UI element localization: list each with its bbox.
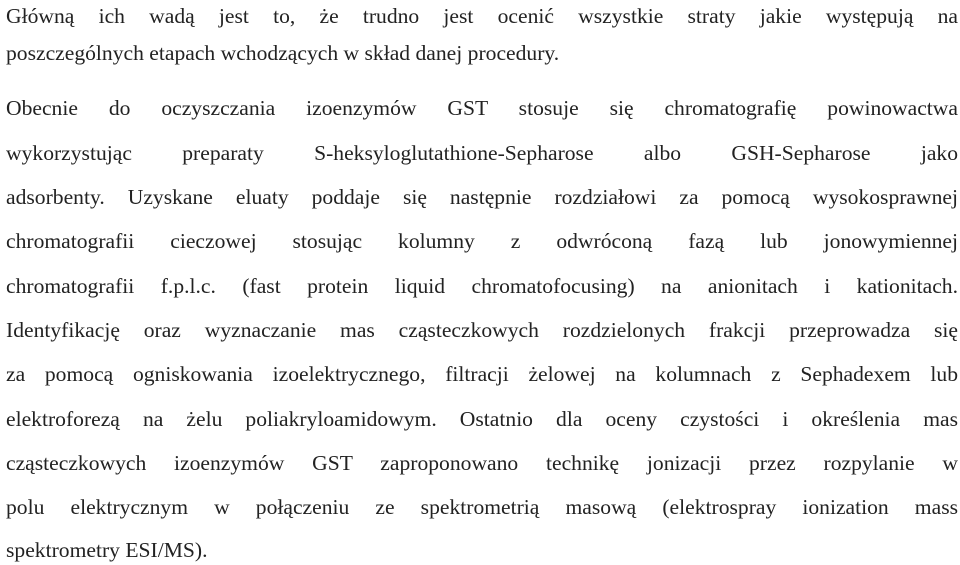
text-line: Identyfikację oraz wyznaczanie mas cząsteczkowych rozdzielonych frakcji przeprowadza się — [6, 318, 958, 342]
text-line: wykorzystując preparaty S-heksyloglutathione-Sepharose albo GSH-Sepharose jako — [6, 141, 958, 165]
text-line: Obecnie do oczyszczania izoenzymów GST stosuje się chromatografię powinowactwa — [6, 96, 958, 120]
text-line: Główną ich wadą jest to, że trudno jest ocenić wszystkie straty jakie występują na — [6, 4, 958, 28]
text-line: adsorbenty. Uzyskane eluaty poddaje się następnie rozdziałowi za pomocą wysokosprawnej — [6, 185, 958, 209]
text-line: spektrometry ESI/MS). — [6, 538, 208, 562]
text-line: polu elektrycznym w połączeniu ze spektrometrią masową (elektrospray ionization mass — [6, 495, 958, 519]
text-line: elektroforezą na żelu poliakryloamidowym. Ostatnio dla oceny czystości i określenia mas — [6, 407, 958, 431]
text-line: chromatografii cieczowej stosując kolumny z odwróconą fazą lub jonowymiennej — [6, 229, 958, 253]
text-line: cząsteczkowych izoenzymów GST zaproponowano technikę jonizacji przez rozpylanie w — [6, 451, 958, 475]
text-line: za pomocą ogniskowania izoelektrycznego, filtracji żelowej na kolumnach z Sephadexem lub — [6, 362, 958, 386]
text-line: poszczególnych etapach wchodzących w skład danej procedury. — [6, 41, 560, 65]
text-line: chromatografii f.p.l.c. (fast protein liquid chromatofocusing) na anionitach i kationitach. — [6, 274, 958, 298]
